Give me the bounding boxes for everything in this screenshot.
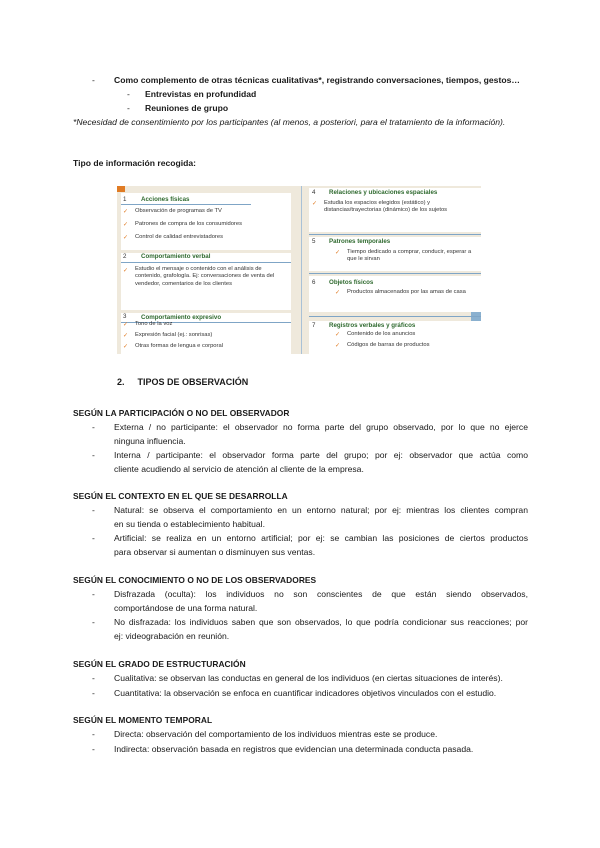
divider bbox=[121, 204, 251, 205]
panel-item: Control de calidad entrevistadores bbox=[135, 234, 223, 240]
panel-number: 5 bbox=[312, 238, 316, 245]
panel-item: Estudia los espacios elegidos (estático) y distancias/trayectorias (dinámico) de los sujetos bbox=[324, 200, 448, 214]
panel-title: Objetos físicos bbox=[329, 279, 374, 286]
group-heading: SEGÚN EL MOMENTO TEMPORAL bbox=[73, 715, 213, 725]
sub-bullet-text: Reuniones de grupo bbox=[145, 103, 229, 113]
panel-title: Patrones temporales bbox=[329, 238, 391, 245]
group-heading: SEGÚN LA PARTICIPACIÓN O NO DEL OBSERVADOR bbox=[73, 408, 290, 418]
section-title bbox=[117, 377, 248, 387]
panel-number: 7 bbox=[312, 322, 316, 329]
intro-bullet bbox=[92, 73, 532, 87]
group-bullet bbox=[92, 503, 528, 531]
group-bullet bbox=[92, 420, 528, 448]
bullet-text-cont: cliente acudiendo al servicio de atención al cliente de la empresa. bbox=[114, 464, 364, 474]
group-bullet bbox=[92, 671, 528, 685]
panel-title: Relaciones y ubicaciones espaciales bbox=[329, 189, 438, 196]
sub-bullet bbox=[127, 101, 228, 115]
bullet-text: Disfrazada (oculta): los individuos no son conscientes de que están siendo observados, bbox=[114, 589, 528, 599]
bullet-dash: - bbox=[92, 589, 95, 599]
group-bullet bbox=[92, 686, 528, 700]
panel-item: Patrones de compra de los consumidores bbox=[135, 221, 242, 227]
bullet-dash: - bbox=[127, 89, 130, 99]
panel-title: Acciones físicas bbox=[141, 196, 190, 203]
bullet-text: No disfrazada: los individuos saben que son observados, lo que podría condicionar sus reacciones; por bbox=[114, 617, 528, 627]
bullet-dash: - bbox=[92, 450, 95, 460]
orange-tag bbox=[117, 186, 125, 192]
panel-title: Comportamiento verbal bbox=[141, 253, 211, 260]
divider bbox=[309, 234, 481, 235]
bullet-dash: - bbox=[92, 744, 95, 754]
observation-info-figure bbox=[117, 186, 481, 354]
bullet-text: Externa / no participante: el observador no forma parte del grupo observado, por lo que no ejerce bbox=[114, 422, 528, 432]
check-icon: ✓ bbox=[312, 200, 318, 207]
check-icon: ✓ bbox=[123, 208, 129, 215]
bullet-text-cont: ninguna influencia. bbox=[114, 436, 186, 446]
section-number: 2. bbox=[117, 377, 125, 387]
check-icon: ✓ bbox=[123, 343, 129, 350]
panel-title: Comportamiento expresivo bbox=[141, 314, 222, 321]
bullet-dash: - bbox=[92, 422, 95, 432]
bullet-dash: - bbox=[92, 673, 95, 683]
group-bullet bbox=[92, 615, 528, 643]
group-heading: SEGÚN EL GRADO DE ESTRUCTURACIÓN bbox=[73, 659, 246, 669]
bullet-text: Cuantitativa: la observación se enfoca en cuantificar indicadores objetivos vinculados con el estudio. bbox=[114, 688, 497, 698]
group-bullet bbox=[92, 448, 528, 476]
divider bbox=[121, 262, 291, 263]
bullet-text-cont: en su tienda o establecimiento habitual. bbox=[114, 519, 265, 529]
group-bullet bbox=[92, 727, 528, 741]
bullet-text: Interna / participante: el observador forma parte del grupo; por ej: observador que actúa como bbox=[114, 450, 528, 460]
panel-number: 4 bbox=[312, 189, 316, 196]
panel-item: Observación de programas de TV bbox=[135, 208, 222, 214]
bullet-text: Natural: se observa el comportamiento en un entorno natural; por ej: mientras los clientes compran bbox=[114, 505, 528, 515]
bullet-text-cont: ej: videograbación en reunión. bbox=[114, 631, 230, 641]
panel-number: 3 bbox=[123, 313, 127, 320]
panel-item: Códigos de barras de productos bbox=[347, 342, 430, 348]
panel-item: Tono de la voz bbox=[135, 321, 173, 327]
column-divider bbox=[301, 186, 302, 354]
panel-number: 1 bbox=[123, 196, 127, 203]
bullet-text-cont: comportándose de una forma natural. bbox=[114, 603, 258, 613]
bullet-dash: - bbox=[127, 103, 130, 113]
group-bullet bbox=[92, 742, 528, 756]
panel-item: Contenido de los anuncios bbox=[347, 331, 416, 337]
check-icon: ✓ bbox=[123, 234, 129, 241]
intro-text: Como complemento de otras técnicas cualitativas*, registrando conversaciones, tiempos, gestos… bbox=[114, 75, 520, 85]
check-icon: ✓ bbox=[335, 331, 341, 338]
info-type-label: Tipo de información recogida: bbox=[73, 158, 197, 168]
bullet-text-cont: para observar si aumentan o disminuyen sus ventas. bbox=[114, 547, 316, 557]
panel-item: Tiempo dedicado a comprar, conducir, esperar a que le sirvan bbox=[347, 249, 472, 263]
bullet-text: Artificial: se realiza en un entorno artificial; por ej: se cambian las posiciones de ciertos productos bbox=[114, 533, 528, 543]
check-icon: ✓ bbox=[335, 289, 341, 296]
bullet-dash: - bbox=[92, 533, 95, 543]
bullet-text: Directa: observación del comportamiento de los individuos mientras este se produce. bbox=[114, 729, 438, 739]
panel-item: Productos almacenados por las amas de casa bbox=[347, 289, 466, 295]
group-bullet bbox=[92, 531, 528, 559]
divider bbox=[309, 316, 481, 317]
consent-note: *Necesidad de consentimiento por los participantes (al menos, a posteriori, para el tratamiento de la información). bbox=[73, 117, 506, 127]
bullet-dash: - bbox=[92, 688, 95, 698]
check-icon: ✓ bbox=[123, 332, 129, 339]
panel-item: Estudio el mensaje o contenido con el análisis de contenido, grafología. Ej: conversaciones de venta del vendedor, comentarios de los clientes bbox=[135, 266, 275, 287]
panel-item: Otras formas de lengua e corporal bbox=[135, 343, 223, 349]
panel-number: 6 bbox=[312, 279, 316, 286]
group-heading: SEGÚN EL CONOCIMIENTO O NO DE LOS OBSERVADORES bbox=[73, 575, 317, 585]
bullet-text: Indirecta: observación basada en registros que evidencian una determinada conducta pasada. bbox=[114, 744, 474, 754]
bullet-dash: - bbox=[92, 75, 95, 85]
check-icon: ✓ bbox=[335, 249, 341, 256]
sub-bullet-text: Entrevistas en profundidad bbox=[145, 89, 257, 99]
bullet-dash: - bbox=[92, 729, 95, 739]
group-heading: SEGÚN EL CONTEXTO EN EL QUE SE DESARROLLA bbox=[73, 491, 288, 501]
sub-bullet bbox=[127, 87, 256, 101]
check-icon: ✓ bbox=[335, 342, 341, 349]
bullet-dash: - bbox=[92, 505, 95, 515]
bullet-text: Cualitativa: se observan las conductas en general de los individuos (en ciertas situaciones de interés). bbox=[114, 673, 503, 683]
group-bullet bbox=[92, 587, 528, 615]
panel-title: Registros verbales y gráficos bbox=[329, 322, 416, 329]
check-icon: ✓ bbox=[123, 321, 129, 328]
divider bbox=[309, 273, 481, 274]
panel-number: 2 bbox=[123, 253, 127, 260]
panel-item: Expresión facial (ej.: sonrisas) bbox=[135, 332, 213, 338]
section-title-text: TIPOS DE OBSERVACIÓN bbox=[137, 377, 249, 387]
bullet-dash: - bbox=[92, 617, 95, 627]
check-icon: ✓ bbox=[123, 221, 129, 228]
check-icon: ✓ bbox=[123, 267, 129, 274]
